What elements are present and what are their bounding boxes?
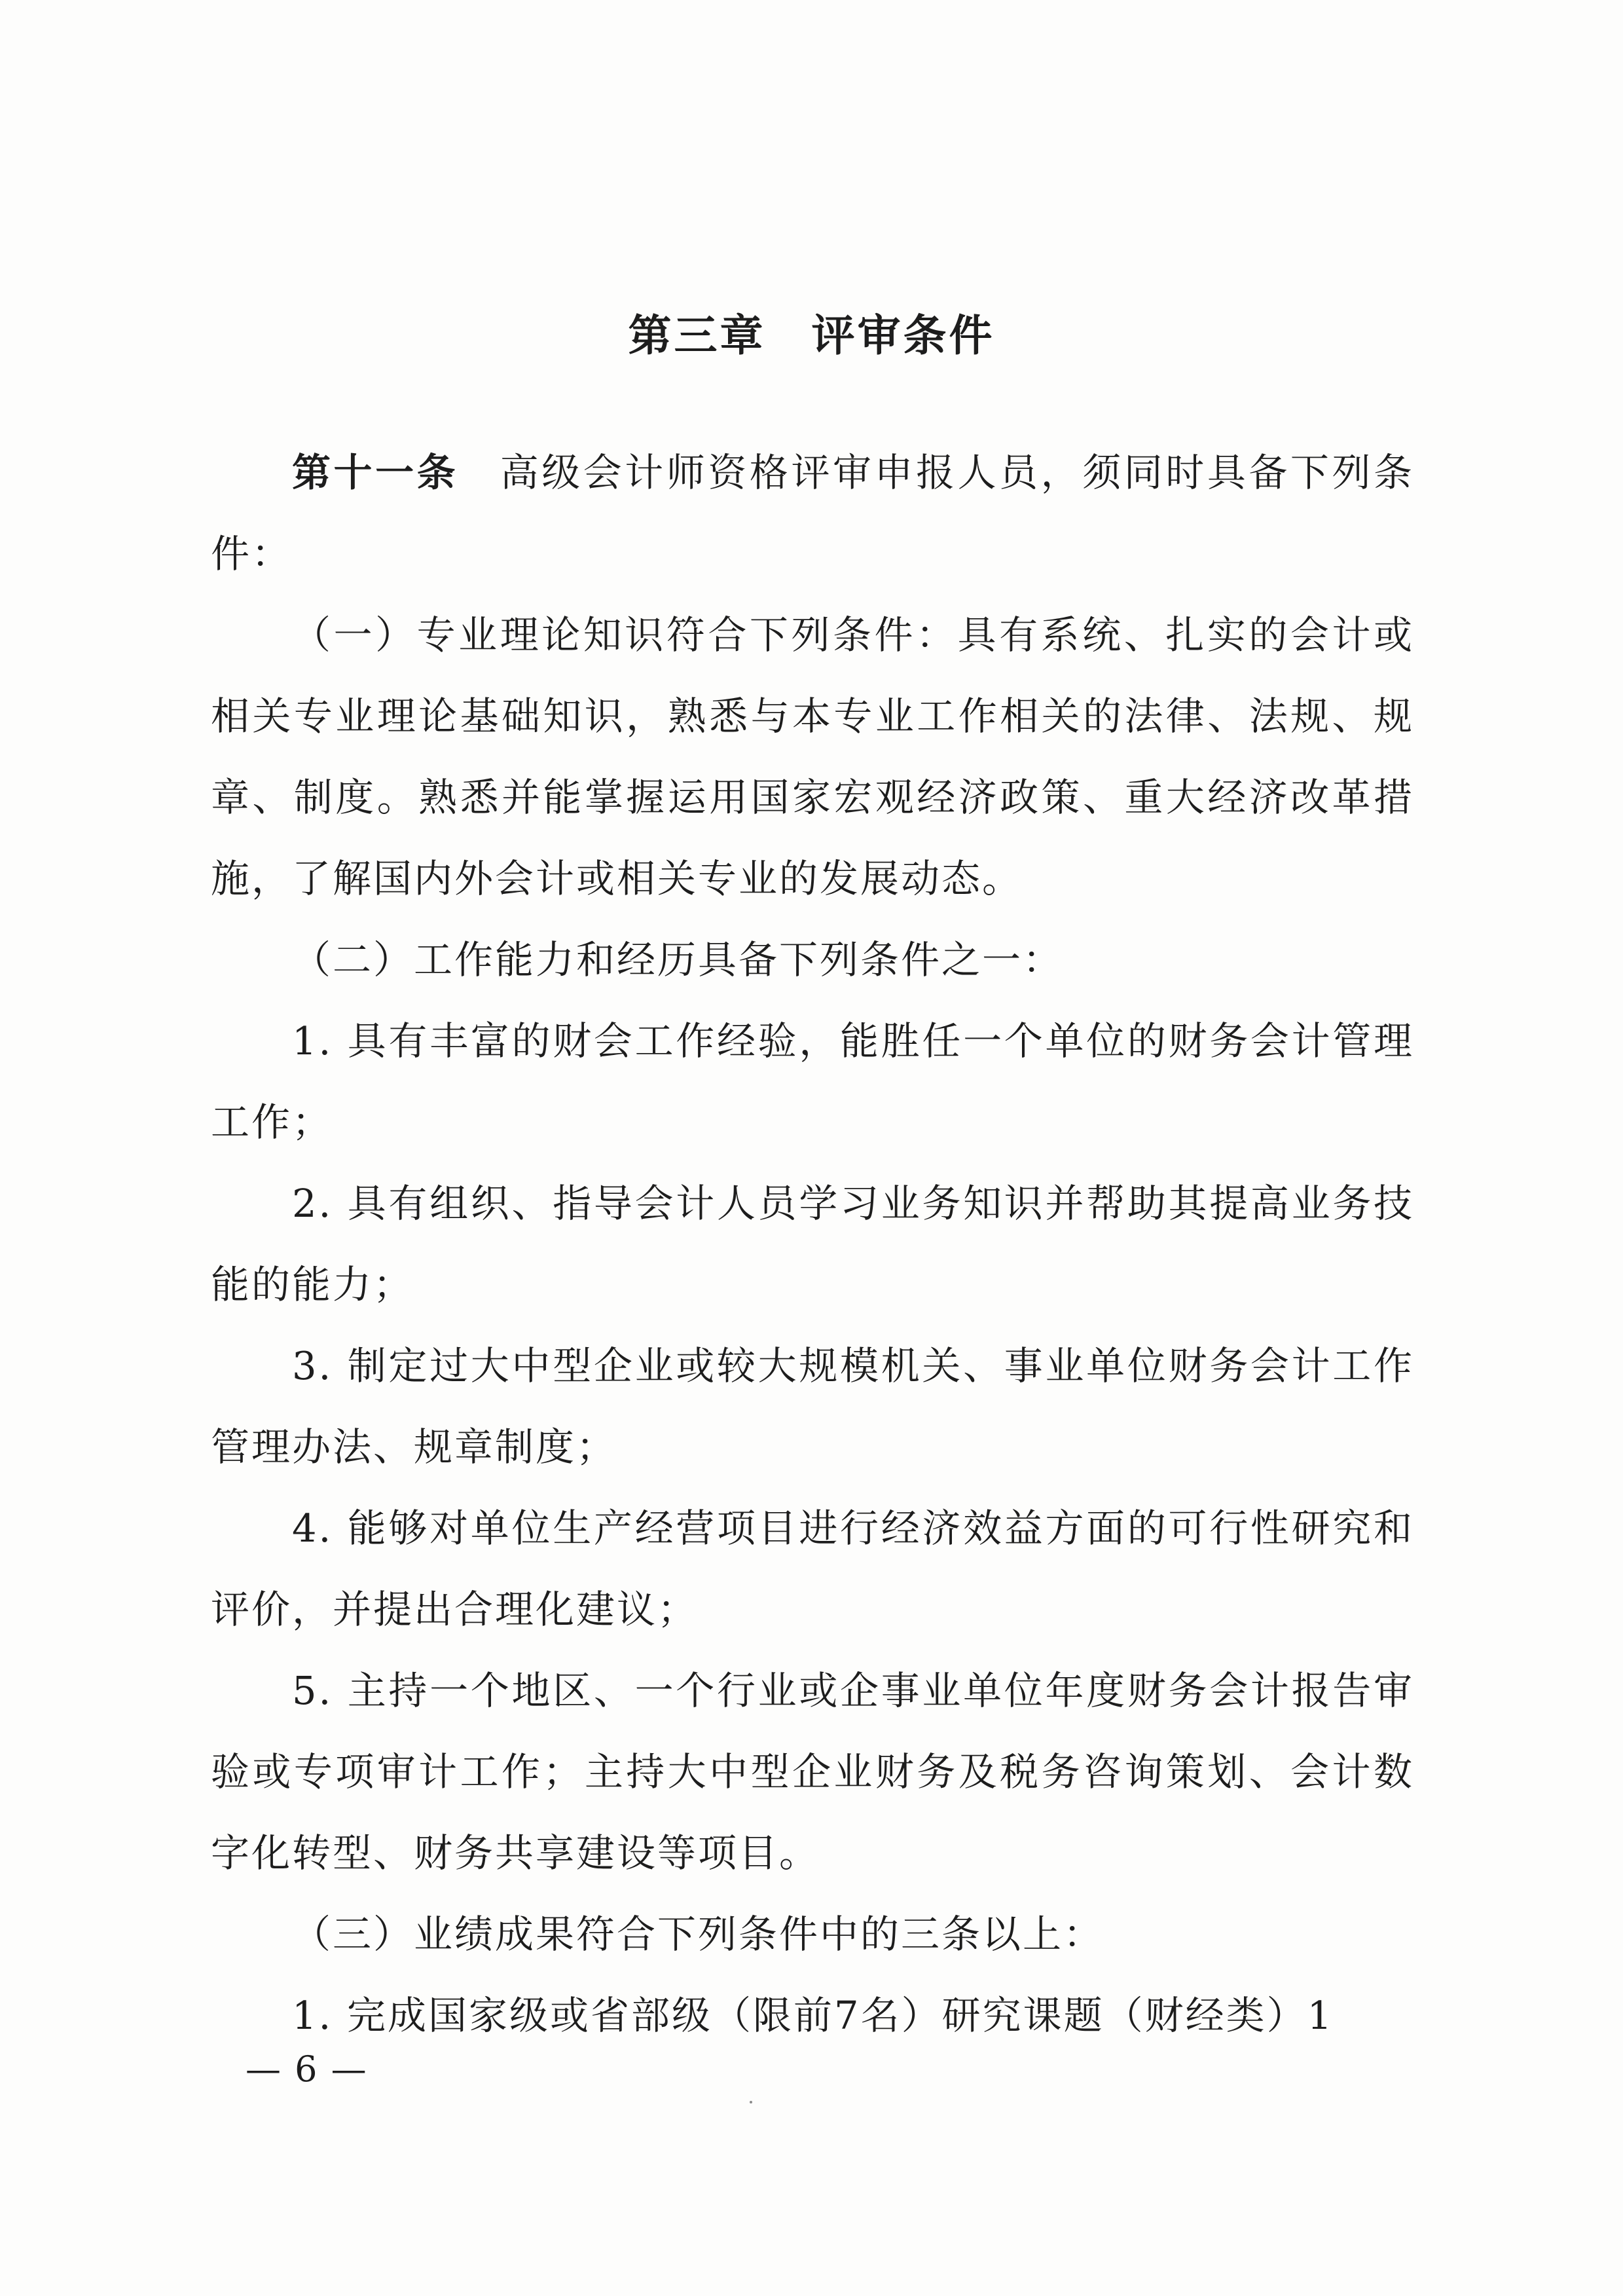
article-heading: 第十一条 (292, 450, 459, 495)
section-2-item-3: 3. 制定过大中型企业或较大规模机关、事业单位财务会计工作管理办法、规章制度； (211, 1343, 1414, 1470)
section-3-heading: （三）业绩成果符合下列条件中的三条以上： (292, 1912, 1104, 1957)
article-11-paragraph (211, 432, 1414, 595)
section-2-item-1: 1. 具有丰富的财会工作经验，能胜任一个单位的财务会计管理工作； (211, 1018, 1414, 1145)
chapter-name: 评审条件 (811, 310, 995, 361)
body-text (211, 432, 1414, 2056)
scan-speck (750, 2101, 752, 2103)
section-2-item-4: 4. 能够对单位生产经营项目进行经济效益方面的可行性研究和评价，并提出合理化建议； (211, 1506, 1414, 1632)
chapter-number: 第三章 (628, 310, 766, 361)
section-2-item-2: 2. 具有组织、指导会计人员学习业务知识并帮助其提高业务技能的能力； (211, 1181, 1414, 1307)
section-3-item-1: 1. 完成国家级或省部级（限前7名）研究课题（财经类）1 (292, 1993, 1334, 2038)
chapter-title (0, 306, 1623, 365)
page-number: — 6 — (246, 2048, 368, 2090)
article-intro: 高级会计师资格评审申报人员，须同时具备下列条件： (211, 450, 1414, 576)
section-1-paragraph: （一）专业理论知识符合下列条件：具有系统、扎实的会计或相关专业理论基础知识，熟悉与本专业工作相关的法律、法规、规章、制度。熟悉并能掌握运用国家宏观经济政策、重大经济改革措施，了解国内外会计或相关专业的发展动态。 (211, 612, 1414, 901)
section-2-item-5: 5. 主持一个地区、一个行业或企事业单位年度财务会计报告审验或专项审计工作；主持大中型企业财务及税务咨询策划、会计数字化转型、财务共享建设等项目。 (211, 1668, 1414, 1876)
section-2-heading: （二）工作能力和经历具备下列条件之一： (292, 937, 1064, 982)
